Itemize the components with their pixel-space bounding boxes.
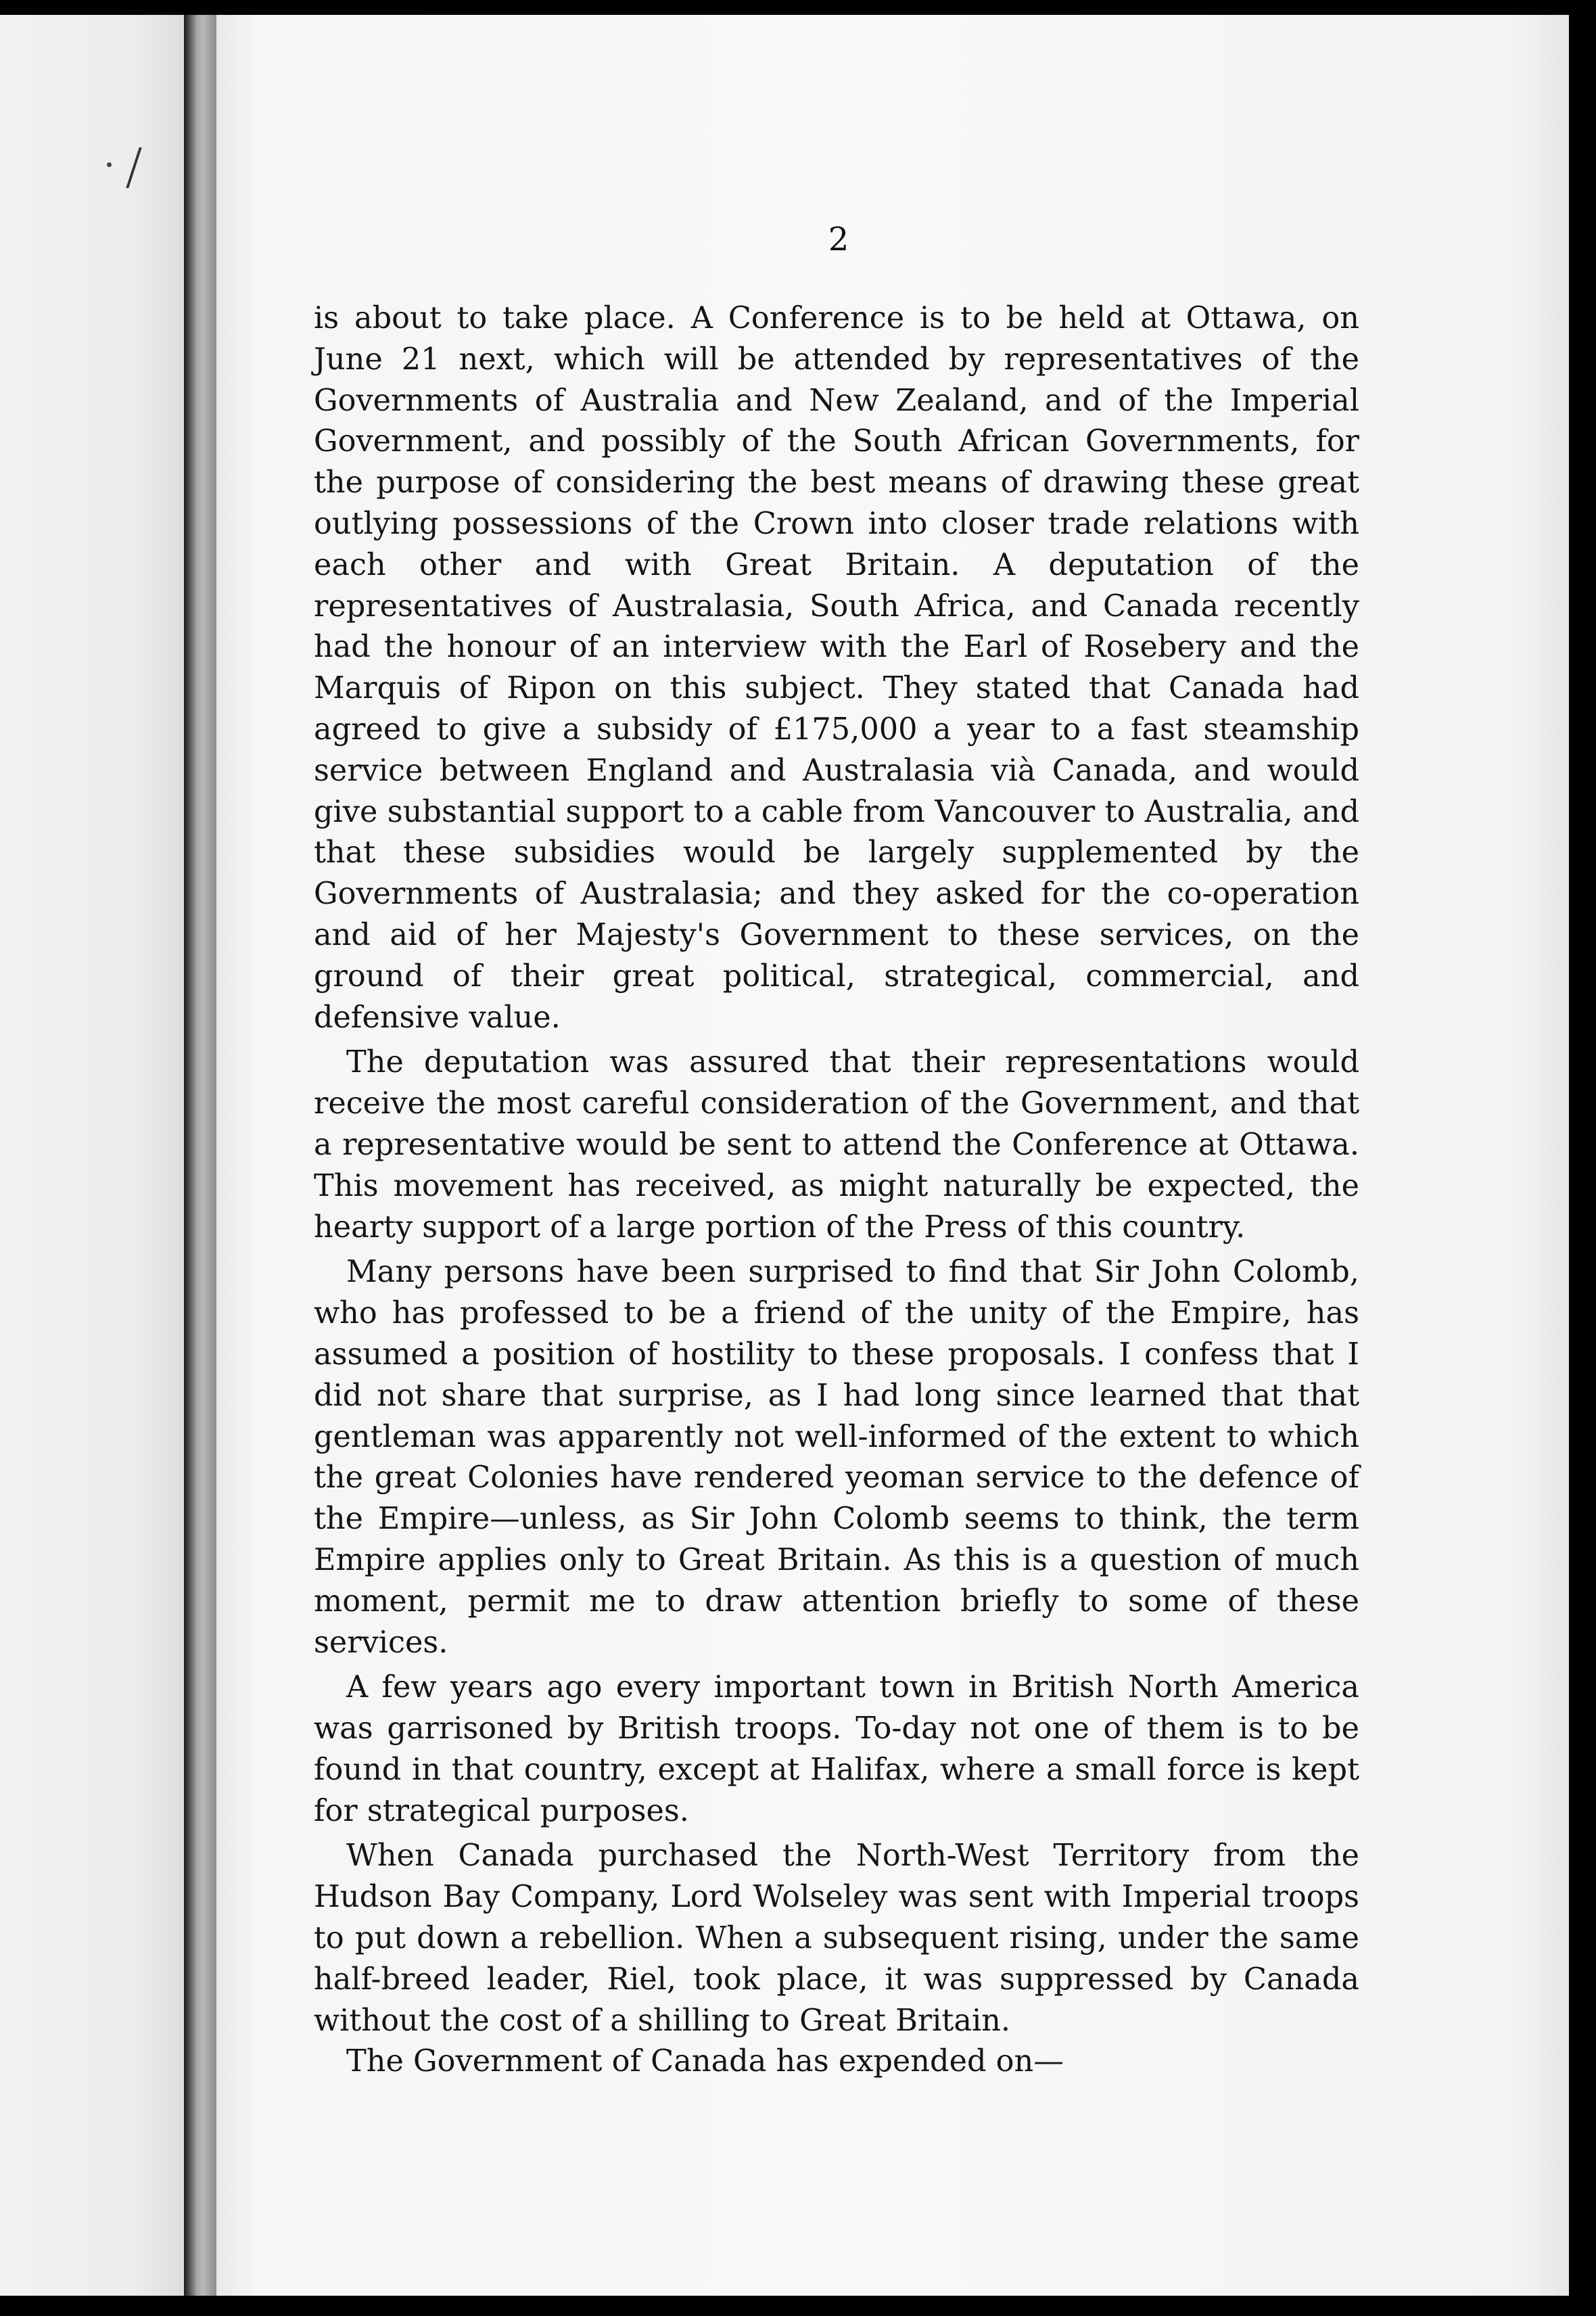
ink-speck — [107, 162, 112, 167]
paragraph: The deputation was assured that their representations would receive the most careful consideration of the Government, and that a representative would be sent to attend the Conference at Ottawa. This movement has received, as might naturally be expected, the hearty support of a large portion of the Press of this country. — [314, 1044, 1359, 1245]
page-number: 2 — [828, 221, 849, 258]
facing-page-edge — [0, 15, 188, 2296]
paragraph: The Government of Canada has expended on— — [346, 2043, 1064, 2079]
paragraph: Many persons have been surprised to find that Sir John Colomb, who has professed to be a friend of the unity of the Empire, has assumed a position of hostility to these proposals. I confess that I did not share that surprise, as I had long since learned that that gentleman was apparently not well-informed of the extent to which the great Colonies have rendered yeoman service to the defence of the Empire—unless, as Sir John Colomb seems to think, the term Empire applies only to Great Britain. As this is a question of much moment, permit me to draw attention briefly to some of these services. — [314, 1254, 1359, 1660]
paragraph: A few years ago every important town in British North America was garrisoned by British troops. To-day not one of them is to be found in that country, except at Halifax, where a small force is kept for strategical purposes. — [314, 1669, 1359, 1828]
ink-mark — [126, 147, 156, 188]
book-spine — [184, 15, 216, 2296]
paragraph: When Canada purchased the North-West Territory from the Hudson Bay Company, Lord Wolseley was sent with Imperial troops to put down a rebellion. When a subsequent rising, under the same half-breed leader, Riel, took place, it was suppressed by Canada without the cost of a shilling to Great Britain. — [314, 1838, 1359, 2038]
body-text — [314, 298, 1359, 2082]
paragraph: is about to take place. A Conference is to be held at Ottawa, on June 21 next, which will be attended by representatives of the Governments of Australia and New Zealand, and of the Imperial Government, and possibly of the South African Governments, for the purpose of considering the best means of drawing these great outlying possessions of the Crown into closer trade relations with each other and with Great Britain. A deputation of the representatives of Australasia, South Africa, and Canada recently had the honour of an interview with the Earl of Rosebery and the Marquis of Ripon on this subject. They stated that Canada had agreed to give a subsidy of £175,000 a year to a fast steamship service between England and Australasia vià Canada, and would give substantial support to a cable from Vancouver to Australia, and that these subsidies would be largely supplemented by the Governments of Australasia; and they asked for the co-operation and aid of her Majesty's Government to these services, on the ground of their great political, strategical, commercial, and defensive value. — [314, 300, 1359, 1035]
